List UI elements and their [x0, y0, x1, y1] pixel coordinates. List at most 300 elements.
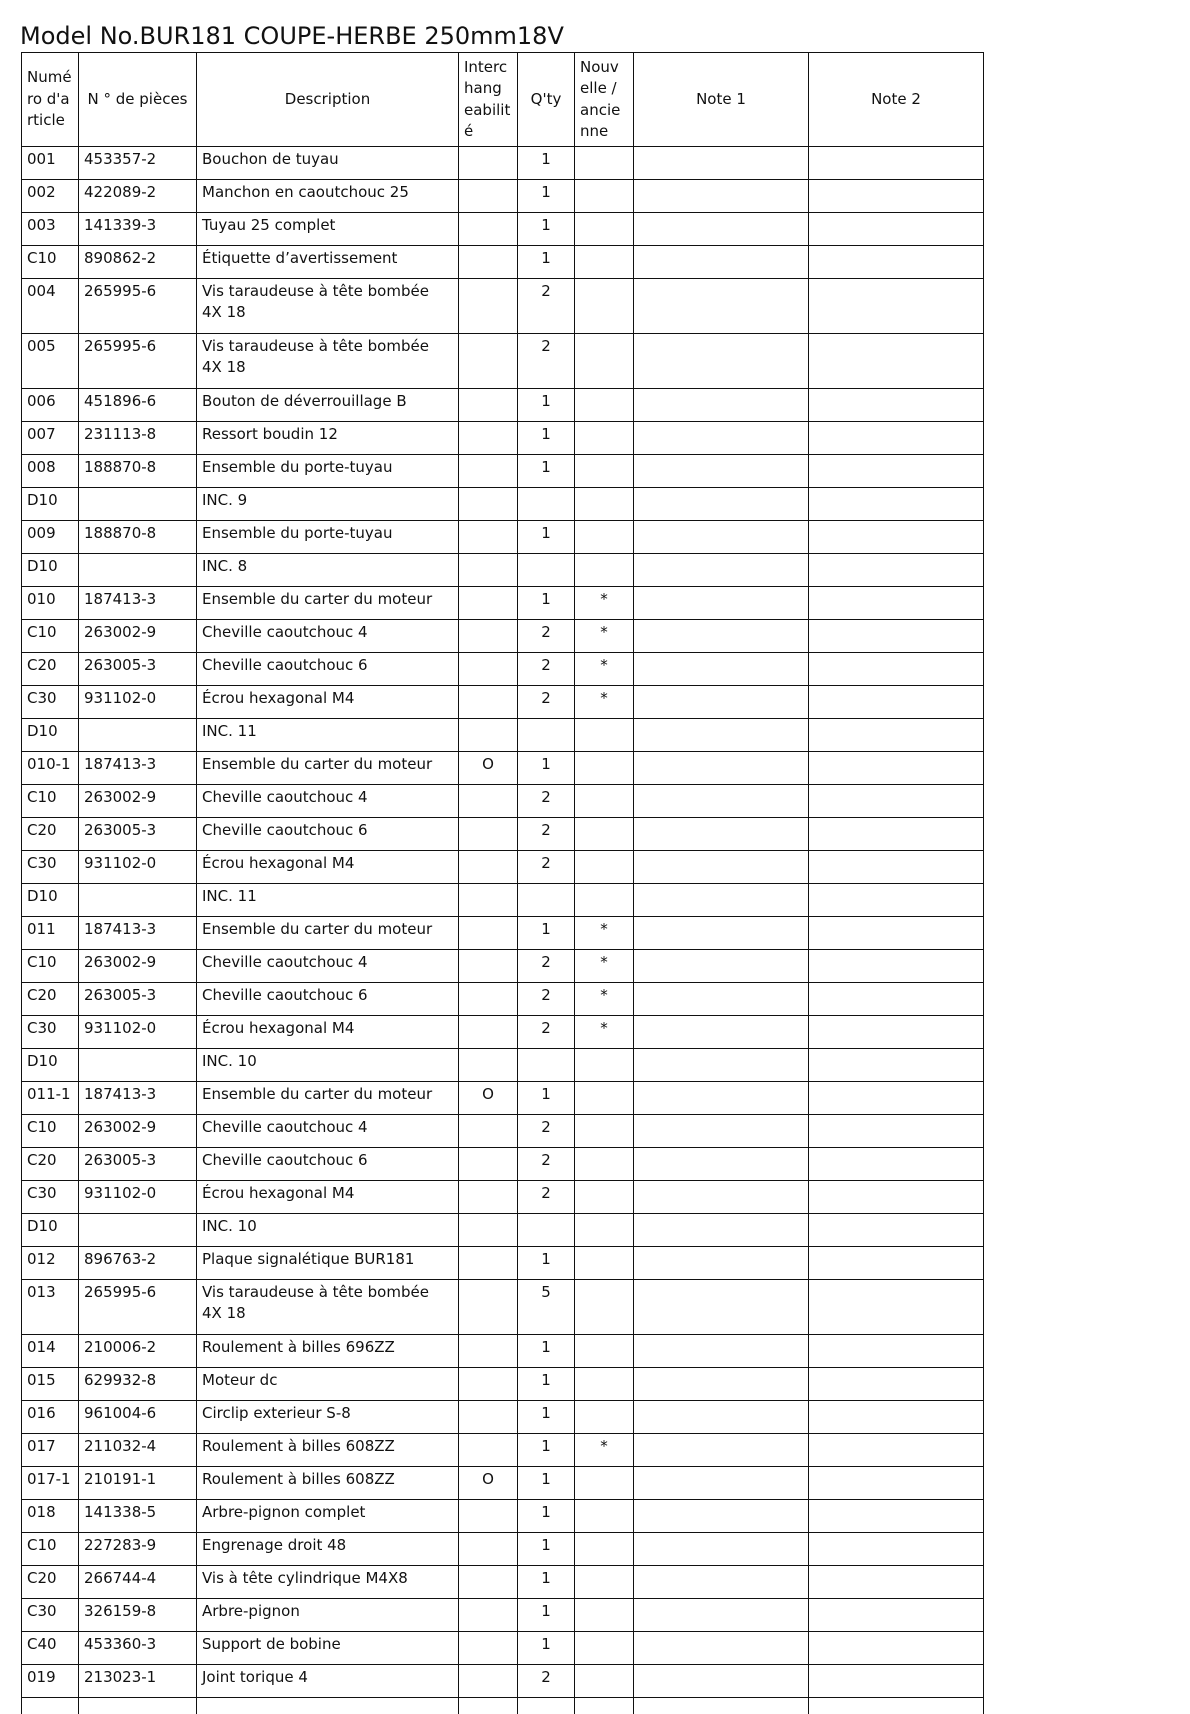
cell-note-2 [809, 1665, 984, 1698]
cell-note-1 [634, 554, 809, 587]
cell-note-1 [634, 1049, 809, 1082]
table-row [22, 1049, 984, 1082]
cell-part-number: 931102-0 [79, 686, 197, 719]
header-interchangeability: Interc hang eabilit é [459, 53, 518, 147]
cell-note-2 [809, 1500, 984, 1533]
cell-part-number: 265995-6 [79, 279, 197, 334]
cell-part-number: 263002-9 [79, 620, 197, 653]
cell-description: Vis taraudeuse à tête bombée 4X 18 [197, 279, 459, 334]
cell-part-number: 961004-6 [79, 1401, 197, 1434]
cell-note-1 [634, 389, 809, 422]
cell-quantity: 1 [518, 1082, 575, 1115]
table-row [22, 1115, 984, 1148]
cell-item-number: C40 [22, 1632, 79, 1665]
cell-item-number: 011 [22, 917, 79, 950]
cell-note-2 [809, 147, 984, 180]
cell-note-1 [634, 1665, 809, 1698]
table-row [22, 653, 984, 686]
cell-note-1 [634, 279, 809, 334]
cell-interchangeability [459, 653, 518, 686]
table-row [22, 422, 984, 455]
cell-note-1 [634, 1214, 809, 1247]
cell-note-2 [809, 554, 984, 587]
header-item-number: Numé ro d'a rticle [22, 53, 79, 147]
cell-note-1 [634, 334, 809, 389]
cell-item-number: 006 [22, 389, 79, 422]
cell-note-2 [809, 1148, 984, 1181]
cell-part-number: 896763-2 [79, 1247, 197, 1280]
cell-new-old: * [575, 1016, 634, 1049]
cell-quantity: 2 [518, 785, 575, 818]
cell-note-1 [634, 884, 809, 917]
cell-interchangeability [459, 917, 518, 950]
header-note-2: Note 2 [809, 53, 984, 147]
cell-new-old [575, 1599, 634, 1632]
cell-quantity [518, 488, 575, 521]
cell-interchangeability [459, 1599, 518, 1632]
cell-interchangeability [459, 1049, 518, 1082]
cell-interchangeability [459, 1533, 518, 1566]
cell-note-1 [634, 1632, 809, 1665]
cell-note-1 [634, 653, 809, 686]
cell-description: Bouchon de tuyau [197, 147, 459, 180]
cell-item-number: 015 [22, 1368, 79, 1401]
cell-note-1 [634, 1500, 809, 1533]
table-header-row [22, 53, 984, 147]
cell-quantity: 2 [518, 851, 575, 884]
cell-new-old: * [575, 1434, 634, 1467]
cell-quantity: 1 [518, 147, 575, 180]
cell-new-old: * [575, 950, 634, 983]
parts-table [21, 52, 984, 1714]
cell-new-old [575, 1566, 634, 1599]
cell-part-number: 210006-2 [79, 1335, 197, 1368]
cell-quantity: 1 [518, 180, 575, 213]
cell-description: Vis taraudeuse à tête bombée 4X 18 [197, 334, 459, 389]
cell-quantity: 2 [518, 1016, 575, 1049]
cell-interchangeability [459, 422, 518, 455]
cell-part-number: 931102-0 [79, 851, 197, 884]
cell-quantity: 1 [518, 521, 575, 554]
cell-description: Manchon en caoutchouc 25 [197, 180, 459, 213]
cell-item-number: C30 [22, 1016, 79, 1049]
cell-part-number: 931102-0 [79, 1181, 197, 1214]
cell-note-1 [634, 1148, 809, 1181]
table-row [22, 1335, 984, 1368]
cell-item-number: D10 [22, 554, 79, 587]
cell-description: INC. 10 [197, 1049, 459, 1082]
table-row [22, 1401, 984, 1434]
cell-item-number: 001 [22, 147, 79, 180]
cell-new-old [575, 1049, 634, 1082]
cell-new-old [575, 1280, 634, 1335]
cell-quantity [518, 554, 575, 587]
cell-note-2 [809, 521, 984, 554]
cell-description: Cheville caoutchouc 4 [197, 785, 459, 818]
cell-part-number: 453357-2 [79, 147, 197, 180]
cell-note-1 [634, 147, 809, 180]
cell-description: Ensemble du carter du moteur [197, 1082, 459, 1115]
cell-note-2 [809, 1082, 984, 1115]
cell-note-2 [809, 752, 984, 785]
table-row [22, 1533, 984, 1566]
cell-description: Étiquette d’avertissement [197, 246, 459, 279]
cell-note-2 [809, 1280, 984, 1335]
table-row [22, 389, 984, 422]
cell-part-number: 263002-9 [79, 1115, 197, 1148]
cell-interchangeability [459, 851, 518, 884]
cell-note-2 [809, 1247, 984, 1280]
cell-note-1 [634, 587, 809, 620]
cell-note-1 [634, 213, 809, 246]
cell-new-old [575, 1247, 634, 1280]
cell-note-2 [809, 653, 984, 686]
cell-item-number: C20 [22, 1148, 79, 1181]
cell-interchangeability [459, 554, 518, 587]
table-row [22, 1148, 984, 1181]
cell-interchangeability [459, 1148, 518, 1181]
cell-part-number: 188870-8 [79, 521, 197, 554]
table-row [22, 1280, 984, 1335]
header-quantity: Q'ty [518, 53, 575, 147]
cell-description: Ressort boudin 12 [197, 422, 459, 455]
cell-note-1 [634, 246, 809, 279]
cell-new-old [575, 1214, 634, 1247]
table-row [22, 213, 984, 246]
cell-description: Ensemble du carter du moteur [197, 917, 459, 950]
cell-part-number: 263005-3 [79, 653, 197, 686]
table-row [22, 1566, 984, 1599]
cell-quantity: 1 [518, 917, 575, 950]
cell-item-number: C20 [22, 1566, 79, 1599]
cell-part-number: 263002-9 [79, 950, 197, 983]
cell-quantity: 2 [518, 1148, 575, 1181]
cell-part-number: 326159-8 [79, 1599, 197, 1632]
cell-note-1 [634, 686, 809, 719]
cell-new-old [575, 785, 634, 818]
cell-item-number: 016 [22, 1401, 79, 1434]
cell-description: Circlip exterieur S-8 [197, 1401, 459, 1434]
cell-note-2 [809, 719, 984, 752]
table-row [22, 521, 984, 554]
cell-new-old [575, 1500, 634, 1533]
cell-description: Engrenage droit 48 [197, 1533, 459, 1566]
cell-interchangeability [459, 1434, 518, 1467]
cell-new-old [575, 180, 634, 213]
cell-item-number: 018 [22, 1500, 79, 1533]
table-row [22, 1434, 984, 1467]
cell-description: Cheville caoutchouc 6 [197, 1148, 459, 1181]
cell-description: Vis taraudeuse à tête bombée 4X 18 [197, 1280, 459, 1335]
cell-item-number: 005 [22, 334, 79, 389]
cell-note-2 [809, 279, 984, 334]
cell-description: INC. 11 [197, 884, 459, 917]
cell-quantity: 2 [518, 653, 575, 686]
cell-interchangeability [459, 950, 518, 983]
cell-quantity: 1 [518, 246, 575, 279]
cell-item-number: 002 [22, 180, 79, 213]
cell-new-old: * [575, 686, 634, 719]
table-row [22, 1665, 984, 1698]
cell-note-1 [634, 1401, 809, 1434]
cell-part-number: 263005-3 [79, 1148, 197, 1181]
cell-quantity: 2 [518, 334, 575, 389]
cell-item-number: D10 [22, 884, 79, 917]
cell-part-number [79, 488, 197, 521]
cell-note-2 [809, 686, 984, 719]
cell-new-old [575, 422, 634, 455]
table-row [22, 1247, 984, 1280]
cell-interchangeability [459, 983, 518, 1016]
cell-interchangeability [459, 1335, 518, 1368]
cell-description: Tuyau 25 complet [197, 213, 459, 246]
cell-item-number: C10 [22, 785, 79, 818]
cell-note-1 [634, 785, 809, 818]
cell-description: INC. 11 [197, 719, 459, 752]
cell-description: Arbre-pignon [197, 1599, 459, 1632]
cell-description: Écrou hexagonal M4 [197, 1181, 459, 1214]
cell-new-old [575, 1665, 634, 1698]
cell-interchangeability [459, 686, 518, 719]
table-row [22, 818, 984, 851]
table-row [22, 246, 984, 279]
cell-part-number: 141338-5 [79, 1500, 197, 1533]
cell-note-2 [809, 884, 984, 917]
cell-description: Ensemble du porte-tuyau [197, 455, 459, 488]
table-row [22, 455, 984, 488]
cell-quantity: 1 [518, 1335, 575, 1368]
cell-part-number: 188870-8 [79, 455, 197, 488]
cell-note-1 [634, 1280, 809, 1335]
cell-note-1 [634, 983, 809, 1016]
cell-part-number: 231113-8 [79, 422, 197, 455]
cell-item-number: 012 [22, 1247, 79, 1280]
cell-new-old: * [575, 587, 634, 620]
cell-interchangeability [459, 488, 518, 521]
cell-note-2 [809, 1368, 984, 1401]
cell-interchangeability [459, 455, 518, 488]
cell-new-old [575, 455, 634, 488]
cell-part-number: 453360-3 [79, 1632, 197, 1665]
cell-note-2 [809, 488, 984, 521]
cell-part-number: 187413-3 [79, 917, 197, 950]
cell-interchangeability [459, 719, 518, 752]
cell-new-old [575, 752, 634, 785]
cell-note-2 [809, 422, 984, 455]
cell-item-number: 008 [22, 455, 79, 488]
cell-note-2 [809, 587, 984, 620]
cell-interchangeability [459, 1632, 518, 1665]
cell-note-1 [634, 422, 809, 455]
cell-quantity: 1 [518, 1247, 575, 1280]
cell-quantity: 1 [518, 1467, 575, 1500]
cell-part-number: 890862-2 [79, 246, 197, 279]
cell-note-2 [809, 1533, 984, 1566]
cell-note-2 [809, 180, 984, 213]
document-title: Model No.BUR181 COUPE-HERBE 250mm18V [20, 20, 564, 52]
cell-quantity: 1 [518, 389, 575, 422]
cell-note-2 [809, 620, 984, 653]
cell-interchangeability [459, 1665, 518, 1698]
cell-note-2 [809, 917, 984, 950]
cell-description: Cheville caoutchouc 4 [197, 1115, 459, 1148]
cell-interchangeability [459, 1247, 518, 1280]
cell-interchangeability [459, 1280, 518, 1335]
table-row [22, 851, 984, 884]
table-row [22, 620, 984, 653]
cell-note-2 [809, 785, 984, 818]
cell-quantity: 2 [518, 686, 575, 719]
cell-interchangeability [459, 521, 518, 554]
cell-part-number: 931102-0 [79, 1016, 197, 1049]
cell-note-2 [809, 1566, 984, 1599]
table-row [22, 180, 984, 213]
cell-new-old [575, 1335, 634, 1368]
cell-note-1 [634, 488, 809, 521]
cell-description: Cheville caoutchouc 4 [197, 620, 459, 653]
cell-item-number: 010-1 [22, 752, 79, 785]
cell-description: Joint torique 4 [197, 1665, 459, 1698]
table-row [22, 279, 984, 334]
cell-interchangeability [459, 785, 518, 818]
cell-part-number: 265995-6 [79, 334, 197, 389]
cell-new-old: * [575, 653, 634, 686]
table-row [22, 719, 984, 752]
cell-item-number: C20 [22, 983, 79, 1016]
cell-item-number: C10 [22, 620, 79, 653]
cell-interchangeability [459, 279, 518, 334]
cell-item-number: C10 [22, 246, 79, 279]
cell-interchangeability [459, 1214, 518, 1247]
table-row [22, 752, 984, 785]
cell-description: INC. 8 [197, 554, 459, 587]
cell-quantity: 1 [518, 1434, 575, 1467]
cell-part-number: 187413-3 [79, 587, 197, 620]
table-row [22, 1181, 984, 1214]
cell-interchangeability [459, 1401, 518, 1434]
cell-note-1 [634, 521, 809, 554]
table-row [22, 884, 984, 917]
table-row [22, 1500, 984, 1533]
cell-description: Vis à tête cylindrique M4X8 [197, 1566, 459, 1599]
cell-part-number: 451896-6 [79, 389, 197, 422]
cell-part-number: 263005-3 [79, 983, 197, 1016]
cell-description: Écrou hexagonal M4 [197, 686, 459, 719]
cell-item-number: 007 [22, 422, 79, 455]
cell-new-old: * [575, 983, 634, 1016]
cell-note-1 [634, 752, 809, 785]
cell-part-number: 187413-3 [79, 752, 197, 785]
cell-note-1 [634, 1467, 809, 1500]
cell-new-old [575, 884, 634, 917]
cell-quantity: 1 [518, 213, 575, 246]
cell-description: Bouton de déverrouillage B [197, 389, 459, 422]
cell-part-number: 227283-9 [79, 1533, 197, 1566]
cell-note-1 [634, 1599, 809, 1632]
cell-note-2 [809, 1049, 984, 1082]
cell-quantity: 1 [518, 1533, 575, 1566]
cell-note-1 [634, 1082, 809, 1115]
cell-note-1 [634, 1247, 809, 1280]
cell-new-old [575, 1148, 634, 1181]
header-part-number: N ° de pièces [79, 53, 197, 147]
cell-note-1 [634, 1368, 809, 1401]
cell-item-number: 003 [22, 213, 79, 246]
table-row [22, 686, 984, 719]
cell-new-old [575, 488, 634, 521]
cell-description: Support de bobine [197, 1632, 459, 1665]
cell-note-1 [634, 180, 809, 213]
cell-quantity: 2 [518, 1665, 575, 1698]
cell-item-number: C10 [22, 950, 79, 983]
cell-quantity: 2 [518, 950, 575, 983]
cell-note-1 [634, 620, 809, 653]
cell-new-old: * [575, 620, 634, 653]
cell-note-1 [634, 1335, 809, 1368]
cell-note-2 [809, 455, 984, 488]
cell-note-2 [809, 851, 984, 884]
cell-interchangeability: O [459, 752, 518, 785]
cell-description: Écrou hexagonal M4 [197, 1016, 459, 1049]
cell-description: Ensemble du porte-tuyau [197, 521, 459, 554]
cell-note-1 [634, 1181, 809, 1214]
cell-note-2 [809, 1401, 984, 1434]
cell-description: Roulement à billes 608ZZ [197, 1467, 459, 1500]
cell-quantity: 2 [518, 818, 575, 851]
cell-quantity: 2 [518, 620, 575, 653]
cell-item-number: 014 [22, 1335, 79, 1368]
cell-interchangeability: O [459, 1467, 518, 1500]
cell-item-number: 013 [22, 1280, 79, 1335]
cell-quantity: 1 [518, 1401, 575, 1434]
cell-description: Cheville caoutchouc 6 [197, 818, 459, 851]
cell-note-1 [634, 455, 809, 488]
cell-note-2 [809, 818, 984, 851]
cell-part-number: 629932-8 [79, 1368, 197, 1401]
cell-item-number: C30 [22, 851, 79, 884]
cell-note-2 [809, 1115, 984, 1148]
table-row [22, 917, 984, 950]
cell-interchangeability [459, 818, 518, 851]
cell-part-number [79, 884, 197, 917]
cell-quantity: 5 [518, 1280, 575, 1335]
cell-description: Cheville caoutchouc 6 [197, 653, 459, 686]
cell-part-number: 263005-3 [79, 818, 197, 851]
cell-interchangeability [459, 1500, 518, 1533]
cell-part-number: 141339-3 [79, 213, 197, 246]
cell-interchangeability [459, 213, 518, 246]
cell-new-old [575, 389, 634, 422]
header-new-old: Nouv elle / ancie nne [575, 53, 634, 147]
cell-item-number: C30 [22, 1181, 79, 1214]
cell-note-2 [809, 334, 984, 389]
cell-item-number: C20 [22, 653, 79, 686]
cell-interchangeability [459, 884, 518, 917]
cell-quantity [518, 884, 575, 917]
cell-quantity: 2 [518, 1115, 575, 1148]
cell-interchangeability [459, 620, 518, 653]
cell-description: Arbre-pignon complet [197, 1500, 459, 1533]
cell-description: Plaque signalétique BUR181 [197, 1247, 459, 1280]
cell-quantity: 1 [518, 587, 575, 620]
cell-new-old [575, 334, 634, 389]
table-row [22, 1214, 984, 1247]
cell-interchangeability [459, 1181, 518, 1214]
cell-new-old [575, 818, 634, 851]
cell-part-number: 210191-1 [79, 1467, 197, 1500]
cell-new-old: * [575, 917, 634, 950]
header-note-1: Note 1 [634, 53, 809, 147]
